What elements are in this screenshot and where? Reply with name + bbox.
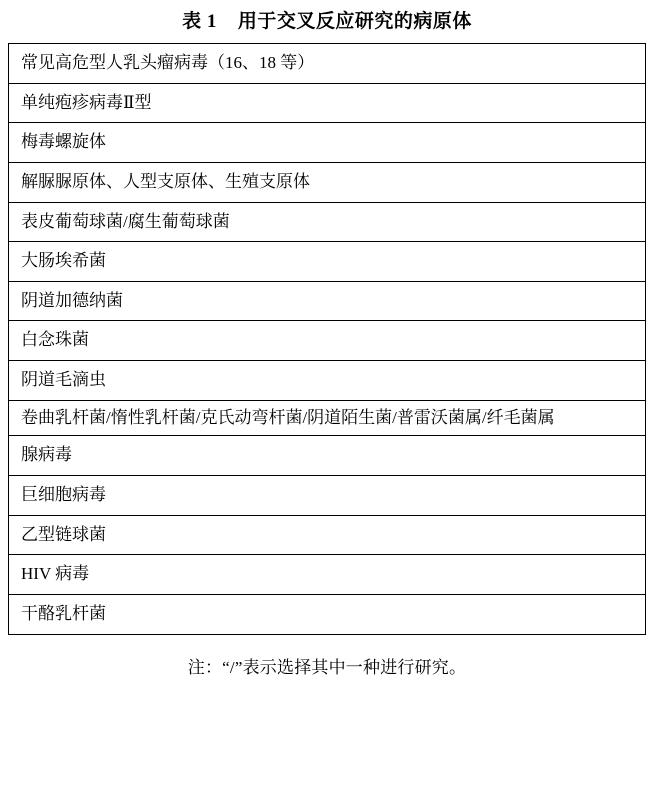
table-cell-pathogen: 巨细胞病毒	[9, 476, 646, 516]
table-row	[9, 123, 646, 163]
table-cell-pathogen: 解脲脲原体、人型支原体、生殖支原体	[9, 162, 646, 202]
table-footnote: 注：“/”表示选择其中一种进行研究。	[187, 657, 467, 677]
table-cell-pathogen: 大肠埃希菌	[9, 242, 646, 282]
table-body	[9, 44, 646, 635]
table-row	[9, 202, 646, 242]
table-row	[9, 476, 646, 516]
table-caption: 表 1 用于交叉反应研究的病原体	[182, 11, 472, 32]
table-cell-pathogen: 常见高危型人乳头瘤病毒（16、18 等）	[9, 44, 646, 84]
table-cell-pathogen: 表皮葡萄球菌/腐生葡萄球菌	[9, 202, 646, 242]
table-cell-pathogen: 腺病毒	[9, 436, 646, 476]
pathogen-table	[8, 43, 646, 635]
table-row	[9, 555, 646, 595]
table-row	[9, 515, 646, 555]
table-row	[9, 594, 646, 634]
table-row	[9, 162, 646, 202]
table-cell-pathogen: 梅毒螺旋体	[9, 123, 646, 163]
table-row	[9, 44, 646, 84]
table-row	[9, 281, 646, 321]
table-row	[9, 321, 646, 361]
table-cell-pathogen: 干酪乳杆菌	[9, 594, 646, 634]
table-row	[9, 400, 646, 436]
table-cell-pathogen: 白念珠菌	[9, 321, 646, 361]
table-cell-pathogen: 乙型链球菌	[9, 515, 646, 555]
table-row	[9, 83, 646, 123]
table-row	[9, 242, 646, 282]
table-row	[9, 436, 646, 476]
table-row	[9, 361, 646, 401]
table-cell-pathogen: 卷曲乳杆菌/惰性乳杆菌/克氏动弯杆菌/阴道陌生菌/普雷沃菌属/纤毛菌属	[9, 400, 646, 436]
table-cell-pathogen: 阴道毛滴虫	[9, 361, 646, 401]
table-cell-pathogen: 阴道加德纳菌	[9, 281, 646, 321]
table-cell-pathogen: HIV 病毒	[9, 555, 646, 595]
table-cell-pathogen: 单纯疱疹病毒Ⅱ型	[9, 83, 646, 123]
